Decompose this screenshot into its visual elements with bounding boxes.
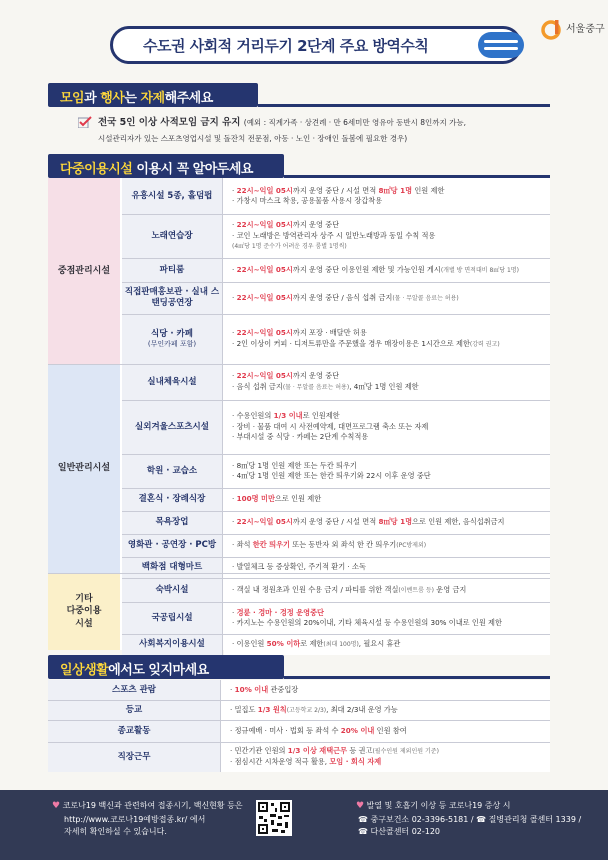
category-divider [48,573,550,574]
row-divider [122,488,550,489]
row-divider [122,258,550,259]
heart-icon: ♥ [356,801,365,811]
facility-rules [224,258,550,282]
facility-name: 사회복지이용시설 [122,634,222,655]
category-divider [48,364,550,365]
gathering-rule: 전국 5인 이상 사적모임 금지 유지 (예외 : 직계가족 · 상견례 · 만 6세미만 영유아 동반시 8인까지 가능, [98,117,467,128]
rule-line: · 음식 섭취 금지(물 · 무알콜 음료는 허용), 4㎡당 1명 인원 제한 [232,381,419,391]
rule-line: · 수용인원의 1/3 이내로 인원제한 [232,411,340,421]
rule-line: · 22시~익일 05시까지 운영 중단 / 음식 섭취 금지(물 · 무알콜 음료는 허용) [232,292,459,302]
mask-icon [478,32,524,58]
facility-name: 유흥시설 5종, 홀덤펍 [122,178,222,214]
rule-line: · 가창시 마스크 착용, 공용물품 사용시 장갑착용 [232,196,383,205]
category-priority: 중점관리시설 [48,178,120,364]
facility-rules [224,557,550,578]
section2-heading: 다중이용시설 이용시 꼭 알아두세요 [48,154,284,178]
daily-life-table [48,680,550,772]
rule-line: · 카지노는 수용인원의 20%이내, 기타 체육시설 등 수용인원의 30% 이내로 인원 제한 [232,618,502,627]
rule-line: · 22시~익일 05시까지 운영 중단 / 시설 면적 8㎡당 1명 인원 제한 [232,185,445,195]
section3-rule [284,676,550,679]
facility-rules [222,680,550,700]
vaccine-link[interactable]: http://www.코로나19예방접종.kr/ 에서 [64,814,206,824]
row-divider [122,634,550,635]
facility-table [48,178,550,650]
row-divider [48,700,550,701]
facility-rules [224,534,550,557]
facility-rules [222,742,550,772]
footer-right: ♥ 발열 및 호흡기 이상 등 코로나19 증상 시 ☎ 중구보건소 02-3396-5181 / ☎ 질병관리청 콜센터 1339 / ☎ 다산콜센터 02-120 [356,801,582,837]
facility-name: 실내체육시설 [122,364,222,400]
row-divider [122,511,550,512]
facility-name: 실외겨울스포츠시설 [122,400,222,454]
facility-name: 종교활동 [48,720,220,742]
facility-name: 영화관 · 공연장 · PC방 [122,534,222,557]
row-divider [122,400,550,401]
page-title: 수도권 사회적 거리두기 2단계 주요 방역수칙 [143,37,429,55]
row-divider [122,602,550,603]
rule-line: · 점심시간 시차운영 적극 활용, 모임 · 회식 자제 [230,757,382,767]
section1-heading: 모임과 행사는 자제해주세요 [48,83,258,107]
rule-line: · 8㎡당 1명 인원 제한 또는 두칸 띄우기 [232,460,357,470]
footer-left: ♥ 코로나19 백신과 관련하여 접종시기, 백신현황 등은 http://www.코로나19예방접종.kr/ 에서 자세히 확인하실 수 있습니다. [52,801,243,837]
rule-line: · 민간기관 인원의 1/3 이상 재택근무 등 권고(필수인원 제외인원 기준) [230,746,439,756]
rule-line: · 경륜 · 경마 · 경정 운영중단 [232,607,324,617]
rule-line: · 정규예배 · 미사 · 법회 등 좌석 수 20% 이내 인원 참여 [230,725,407,735]
check-icon [78,116,92,128]
facility-name: 직접판매홍보관 · 실내 스탠딩공연장 [122,282,222,314]
rule-line: · 22시~익일 05시까지 운영 중단 이용인원 제한 및 가능인원 게시(개별 방 면적대비 8㎡당 1명) [232,264,519,274]
facility-name: 결혼식 · 장례식장 [122,488,222,511]
row-divider [122,214,550,215]
facility-rules [224,314,550,364]
heart-icon: ♥ [52,801,61,811]
rule-line: · 10% 이내 관중입장 [230,684,299,694]
facility-rules [224,214,550,258]
section3-heading: 일상생활에서도 잊지마세요 [48,655,284,679]
rule-line: · 부대시설 중 식당 · 카페는 2단계 수칙적용 [232,432,369,442]
rule-line: · 22시~익일 05시까지 운영 중단 / 시설 면적 8㎡당 1명으로 인원 제한, 음식섭취금지 [232,517,505,527]
header-banner [110,26,522,64]
rule-line: · 좌석 한칸 띄우기 또는 동반자 외 좌석 한 칸 띄우기(PC방제외) [232,540,427,550]
facility-rules [222,720,550,742]
hotline-numbers: ☎ 중구보건소 02-3396-5181 / ☎ 질병관리청 콜센터 1339 / [358,814,582,824]
row-divider [122,557,550,558]
rule-line: · 22시~익일 05시까지 포장 · 배달만 허용 [232,328,367,338]
facility-rules [222,700,550,720]
facility-name: 스포츠 관람 [48,680,220,700]
gathering-exceptions: 시설관리자가 있는 스포츠영업시설 및 돌잔치 전문점, 아동 · 노인 · 장애인 돌봄에 필요한 경우) [98,134,408,143]
facility-rules [224,602,550,634]
rule-line: · 밀집도 1/3 원칙(고등학교 2/3), 최대 2/3내 운영 가능 [230,704,398,714]
rule-line: · 이용인원 50% 이하로 제한(최대 100명), 필요시 휴관 [232,639,401,649]
row-divider [48,720,550,721]
footer [0,790,608,860]
facility-rules [224,488,550,511]
row-divider [122,282,550,283]
column-divider [220,680,221,772]
row-divider [48,742,550,743]
facility-rules [224,511,550,534]
facility-rules [224,178,550,214]
facility-name: 등교 [48,700,220,720]
rule-line: · 발열체크 등 증상확인, 주기적 환기 · 소독 [232,562,366,572]
row-divider [122,578,550,579]
facility-name: 파티룸 [122,258,222,282]
facility-rules [224,364,550,400]
facility-rules [224,282,550,314]
facility-rules [224,634,550,655]
facility-name: 국공립시설 [122,602,222,634]
section1-rule [258,104,550,107]
facility-name: 직장근무 [48,742,220,772]
junggu-logo-icon [540,18,562,40]
rule-line: · 2인 이상이 커피 · 디저트류만을 주문했을 경우 매장이용은 1시간으로 제한(강력 권고) [232,338,500,348]
logo-text: 서울중구 [566,24,605,35]
facility-rules [224,400,550,454]
facility-name: 숙박시설 [122,578,222,602]
rule-line: · 100명 미만으로 인원 제한 [232,494,322,504]
rule-line: · 코인 노래방은 방역관리자 상주 시 일반노래방과 동일 수칙 적용 [232,230,436,240]
facility-name: 목욕장업 [122,511,222,534]
facility-name: 노래연습장 [122,214,222,258]
column-divider [222,178,223,655]
rule-line: · 22시~익일 05시까지 운영 중단 [232,220,340,230]
rule-line: · 4㎡당 1명 인원 제한 또는 한칸 띄우기와 22시 이후 운영 중단 [232,471,431,480]
row-divider [122,454,550,455]
rule-line: · 22시~익일 05시까지 운영 중단 [232,371,340,381]
category-other: 기타 다중이용 시설 [48,573,120,650]
row-divider [122,314,550,315]
rule-line: (4㎡당 1명 준수가 어려운 경우 룸별 1명씩) [232,243,347,251]
rule-line: · 객실 내 정원초과 인원 수용 금지 / 파티를 위한 객실(이벤트룸 등) 운영 금지 [232,584,467,594]
facility-rules [224,578,550,602]
facility-name: 식당 · 카페 (무인카페 포함) [122,314,222,364]
rule-line: · 장비 · 물품 대여 시 사전예약제, 대면프로그램 축소 또는 자제 [232,421,429,431]
qr-code-icon[interactable] [256,800,292,836]
row-divider [122,534,550,535]
facility-name: 학원 · 교습소 [122,454,222,488]
facility-name: 백화점 대형마트 [122,557,222,578]
category-general: 일반관리시설 [48,364,120,573]
facility-rules [224,454,550,488]
